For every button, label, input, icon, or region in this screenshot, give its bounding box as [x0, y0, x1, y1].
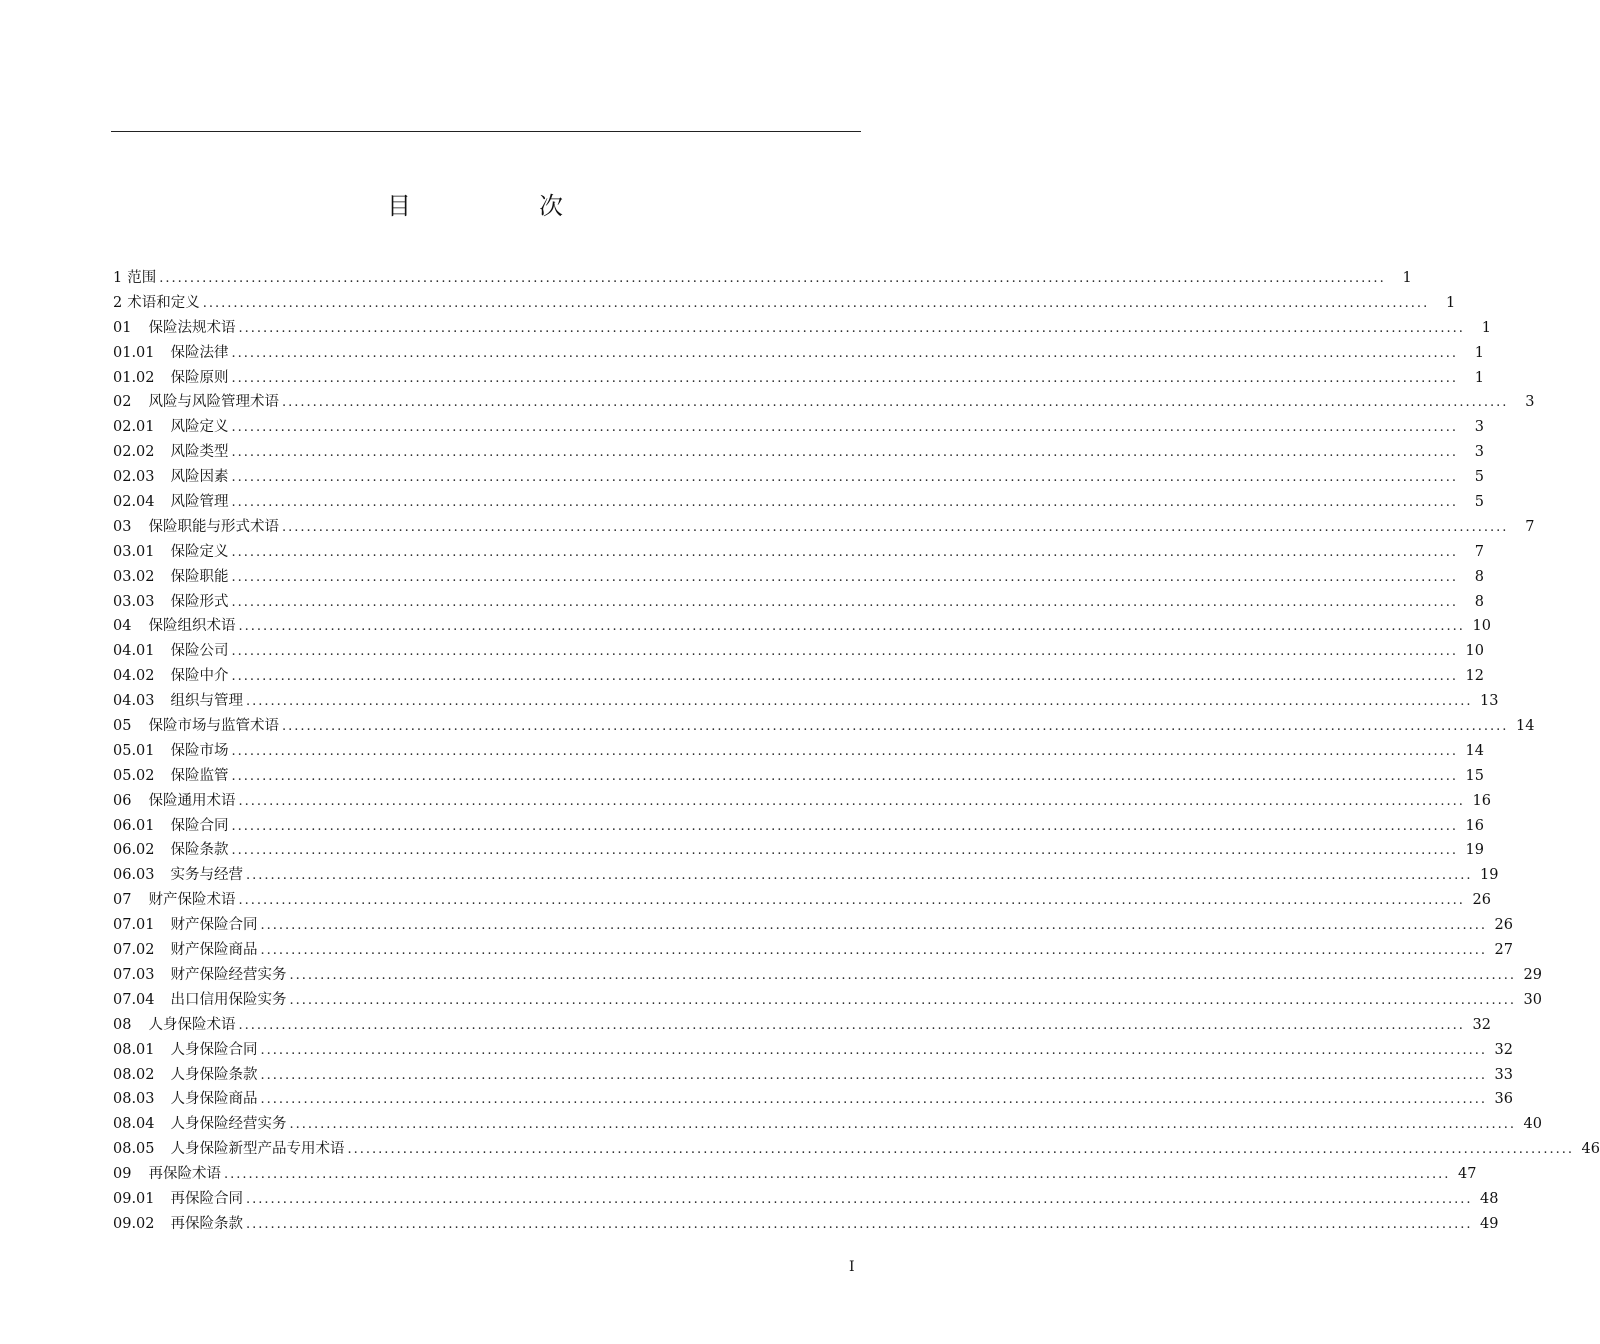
toc-dot-leader: ........................................................................................................................................................................................................ — [231, 470, 1458, 486]
toc-entry-label: 保险法规术语 — [148, 319, 236, 336]
toc-entry[interactable] — [113, 415, 1484, 440]
toc-entry-number: 03.02 — [113, 568, 155, 585]
toc-entry-number: 03.01 — [113, 543, 155, 560]
toc-entry-label: 财产保险术语 — [148, 892, 236, 909]
toc-entry-page: 15 — [1465, 767, 1484, 784]
toc-dot-leader: ........................................................................................................................................................................................................ — [281, 395, 1509, 411]
toc-entry[interactable] — [113, 814, 1484, 839]
toc-entry-number: 04.02 — [113, 668, 155, 685]
toc-entry-page: 3 — [1474, 444, 1484, 461]
toc-entry-label: 保险职能与形式术语 — [148, 518, 279, 535]
toc-entry-label: 保险公司 — [170, 643, 229, 660]
toc-dot-leader: ........................................................................................................................................................................................................ — [238, 1017, 1465, 1033]
toc-entry[interactable] — [113, 639, 1484, 664]
toc-entry[interactable] — [113, 1162, 1477, 1187]
toc-entry[interactable] — [113, 565, 1484, 590]
toc-entry[interactable] — [113, 863, 1499, 888]
toc-entry-page: 26 — [1472, 892, 1491, 909]
toc-dot-leader: ........................................................................................................................................................................................................ — [246, 1216, 1473, 1232]
toc-entry[interactable] — [113, 714, 1535, 739]
toc-entry-page: 1 — [1402, 270, 1412, 286]
toc-dot-leader: ........................................................................................................................................................................................................ — [231, 594, 1458, 610]
toc-entry[interactable] — [113, 540, 1484, 565]
toc-dot-leader: ........................................................................................................................................................................................................ — [231, 569, 1458, 585]
toc-dot-leader: ........................................................................................................................................................................................................ — [347, 1142, 1574, 1158]
toc-entry[interactable] — [113, 888, 1491, 913]
toc-entry-number: 08.04 — [113, 1116, 155, 1133]
toc-dot-leader: ........................................................................................................................................................................................................ — [238, 793, 1465, 809]
toc-entry-number: 07.03 — [113, 966, 155, 983]
toc-dot-leader: ........................................................................................................................................................................................................ — [231, 743, 1458, 759]
toc-entry[interactable] — [113, 913, 1513, 938]
toc-entry-label: 人身保险经营实务 — [170, 1116, 287, 1133]
toc-entry-number: 02.02 — [113, 444, 155, 461]
toc-entry[interactable] — [113, 988, 1542, 1013]
toc-entry-page: 5 — [1474, 494, 1484, 511]
toc-dot-leader: ........................................................................................................................................................................................................ — [246, 1191, 1473, 1207]
toc-entry[interactable] — [113, 789, 1491, 814]
toc-entry-number: 02.03 — [113, 469, 155, 486]
toc-entry[interactable] — [113, 739, 1484, 764]
toc-entry-label: 人身保险合同 — [170, 1041, 258, 1058]
toc-entry-number: 01.02 — [113, 369, 155, 386]
toc-entry-page: 14 — [1465, 742, 1484, 759]
toc-entry-label: 人身保险商品 — [170, 1091, 258, 1108]
toc-dot-leader: ........................................................................................................................................................................................................ — [202, 295, 1430, 311]
toc-entry-label: 财产保险经营实务 — [170, 966, 287, 983]
toc-dot-leader: ........................................................................................................................................................................................................ — [238, 893, 1465, 909]
toc-dot-leader: ........................................................................................................................................................................................................ — [231, 768, 1458, 784]
toc-dot-leader: ........................................................................................................................................................................................................ — [289, 992, 1516, 1008]
toc-entry-number: 07 — [113, 892, 132, 909]
toc-dot-leader: ........................................................................................................................................................................................................ — [223, 1167, 1451, 1183]
toc-dot-leader: ........................................................................................................................................................................................................ — [231, 644, 1458, 660]
toc-entry-label: 实务与经营 — [170, 867, 244, 884]
toc-entry[interactable] — [113, 1038, 1513, 1063]
toc-dot-leader: ........................................................................................................................................................................................................ — [246, 694, 1473, 710]
toc-entry-page: 33 — [1494, 1066, 1513, 1083]
toc-entry-label: 再保险合同 — [170, 1190, 244, 1207]
toc-entry[interactable] — [113, 1137, 1600, 1162]
toc-dot-leader: ........................................................................................................................................................................................................ — [231, 370, 1458, 386]
toc-dot-leader: ........................................................................................................................................................................................................ — [260, 918, 1487, 934]
toc-entry-number: 05 — [113, 718, 132, 735]
toc-entry-label: 人身保险条款 — [170, 1066, 258, 1083]
toc-entry-page: 3 — [1525, 394, 1535, 411]
toc-dot-leader: ........................................................................................................................................................................................................ — [231, 843, 1458, 859]
toc-entry-page: 47 — [1457, 1166, 1477, 1183]
toc-entry-number: 05.02 — [113, 767, 155, 784]
toc-entry[interactable] — [113, 316, 1491, 341]
toc-entry-label: 保险定义 — [170, 543, 229, 560]
toc-dot-leader: ........................................................................................................................................................................................................ — [281, 719, 1509, 735]
toc-entry-label: 保险中介 — [170, 668, 229, 685]
toc-entry-label: 财产保险合同 — [170, 917, 258, 934]
toc-entry-number: 02 — [113, 394, 132, 411]
toc-entry-number: 08.02 — [113, 1066, 155, 1083]
toc-entry[interactable] — [113, 963, 1542, 988]
toc-entry-page: 8 — [1474, 593, 1484, 610]
toc-entry-number: 09.02 — [113, 1215, 155, 1232]
toc-dot-leader: ........................................................................................................................................................................................................ — [238, 619, 1465, 635]
toc-entry-page: 26 — [1494, 917, 1513, 934]
toc-entry-page: 46 — [1581, 1141, 1600, 1158]
toc-entry[interactable] — [113, 390, 1535, 415]
toc-entry-page: 3 — [1474, 419, 1484, 436]
toc-entry[interactable] — [113, 1087, 1513, 1112]
toc-entry[interactable] — [113, 341, 1484, 366]
toc-entry[interactable] — [113, 590, 1484, 615]
toc-entry-number: 02.01 — [113, 419, 155, 436]
toc-entry[interactable] — [113, 291, 1456, 316]
toc-entry-number: 08.03 — [113, 1091, 155, 1108]
toc-entry-page: 14 — [1515, 718, 1535, 735]
toc-entry-number: 01.01 — [113, 344, 155, 361]
toc-entry-page: 19 — [1465, 842, 1484, 859]
toc-entry[interactable] — [113, 1212, 1499, 1237]
toc-entry-number: 09.01 — [113, 1190, 155, 1207]
toc-dot-leader: ........................................................................................................................................................................................................ — [238, 320, 1465, 336]
toc-entry[interactable] — [113, 1187, 1499, 1212]
toc-entry-page: 32 — [1494, 1041, 1513, 1058]
toc-entry[interactable] — [113, 1013, 1491, 1038]
toc-entry-number: 08 — [113, 1016, 132, 1033]
toc-entry-label: 保险形式 — [170, 593, 229, 610]
toc-dot-leader: ........................................................................................................................................................................................................ — [231, 420, 1458, 436]
toc-entry-number: 07.02 — [113, 942, 155, 959]
toc-entry[interactable] — [113, 266, 1412, 291]
toc-entry[interactable] — [113, 838, 1484, 863]
toc-entry[interactable] — [113, 764, 1484, 789]
toc-entry-label: 再保险条款 — [170, 1215, 244, 1232]
toc-dot-leader: ........................................................................................................................................................................................................ — [231, 345, 1458, 361]
toc-entry-number: 07.01 — [113, 917, 155, 934]
toc-dot-leader: ........................................................................................................................................................................................................ — [260, 1067, 1487, 1083]
toc-entry-page: 40 — [1523, 1116, 1542, 1133]
toc-entry-number: 08.05 — [113, 1141, 155, 1158]
toc-entry-label: 范围 — [127, 270, 157, 286]
toc-entry-number: 1 — [113, 270, 123, 286]
toc-entry-number: 03.03 — [113, 593, 155, 610]
toc-entry-page: 16 — [1472, 792, 1491, 809]
toc-entry-label: 风险类型 — [170, 444, 229, 461]
toc-entry-number: 2 — [113, 294, 123, 311]
toc-entry[interactable] — [113, 1112, 1542, 1137]
toc-dot-leader: ........................................................................................................................................................................................................ — [231, 669, 1458, 685]
toc-entry-label: 人身保险新型产品专用术语 — [170, 1141, 345, 1158]
toc-entry-number: 04.03 — [113, 693, 155, 710]
toc-entry-page: 8 — [1474, 568, 1484, 585]
toc-entry[interactable] — [113, 366, 1484, 391]
toc-dot-leader: ........................................................................................................................................................................................................ — [231, 445, 1458, 461]
toc-entry-label: 保险市场与监管术语 — [148, 718, 279, 735]
toc-entry[interactable] — [113, 689, 1499, 714]
toc-dot-leader: ........................................................................................................................................................................................................ — [231, 818, 1458, 834]
toc-entry-number: 04 — [113, 618, 132, 635]
toc-entry-page: 1 — [1474, 369, 1484, 386]
toc-entry-label: 财产保险商品 — [170, 942, 258, 959]
toc-entry-label: 保险监管 — [170, 767, 229, 784]
footer-page-number: I — [849, 1259, 855, 1275]
toc-dot-leader: ........................................................................................................................................................................................................ — [260, 943, 1487, 959]
toc-entry-label: 风险管理 — [170, 494, 229, 511]
toc-dot-leader: ........................................................................................................................................................................................................ — [231, 495, 1458, 511]
toc-entry-number: 06 — [113, 792, 132, 809]
toc-entry-page: 48 — [1480, 1190, 1499, 1207]
toc-entry-page: 5 — [1474, 469, 1484, 486]
toc-entry[interactable] — [113, 440, 1484, 465]
toc-entry-label: 保险法律 — [170, 344, 229, 361]
toc-title: 目 次 — [387, 192, 615, 220]
toc-dot-leader: ........................................................................................................................................................................................................ — [159, 271, 1386, 286]
toc-entry-label: 保险职能 — [170, 568, 229, 585]
toc-entry-label: 风险定义 — [170, 419, 229, 436]
toc-entry-number: 03 — [113, 518, 132, 535]
toc-entry-label: 保险通用术语 — [148, 792, 236, 809]
toc-entry-number: 06.02 — [113, 842, 155, 859]
toc-entry-page: 12 — [1465, 668, 1484, 685]
toc-dot-leader: ........................................................................................................................................................................................................ — [289, 1117, 1516, 1133]
toc-entry-page: 19 — [1480, 867, 1499, 884]
toc-entry-number: 04.01 — [113, 643, 155, 660]
toc-entry-label: 保险组织术语 — [148, 618, 236, 635]
toc-entry[interactable] — [113, 614, 1491, 639]
toc-entry-page: 1 — [1474, 344, 1484, 361]
toc-entry-label: 术语和定义 — [127, 294, 200, 311]
toc-entry-page: 27 — [1494, 942, 1513, 959]
toc-dot-leader: ........................................................................................................................................................................................................ — [289, 967, 1516, 983]
toc-entry-label: 风险与风险管理术语 — [148, 394, 279, 411]
toc-entry-number: 06.01 — [113, 817, 155, 834]
toc-entry-number: 07.04 — [113, 991, 155, 1008]
toc-entry-label: 保险原则 — [170, 369, 229, 386]
toc-entry-page: 10 — [1472, 618, 1491, 635]
toc-entry-page: 7 — [1525, 518, 1535, 535]
toc-entry-number: 09 — [113, 1166, 132, 1183]
toc-entry-page: 49 — [1480, 1215, 1499, 1232]
table-of-contents — [113, 266, 1600, 1237]
toc-dot-leader: ........................................................................................................................................................................................................ — [246, 868, 1473, 884]
toc-entry-label: 保险市场 — [170, 742, 229, 759]
toc-entry-page: 16 — [1465, 817, 1484, 834]
toc-entry-page: 30 — [1523, 991, 1542, 1008]
toc-dot-leader: ........................................................................................................................................................................................................ — [281, 519, 1509, 535]
toc-entry-label: 出口信用保险实务 — [170, 991, 287, 1008]
toc-entry[interactable] — [113, 1063, 1513, 1088]
toc-entry[interactable] — [113, 490, 1484, 515]
toc-entry[interactable] — [113, 465, 1484, 490]
toc-entry-number: 01 — [113, 319, 132, 336]
toc-entry-number: 06.03 — [113, 867, 155, 884]
toc-entry-number: 02.04 — [113, 494, 155, 511]
toc-entry-label: 保险条款 — [170, 842, 229, 859]
toc-dot-leader: ........................................................................................................................................................................................................ — [260, 1092, 1487, 1108]
header-rule — [111, 131, 861, 132]
toc-entry-page: 10 — [1465, 643, 1484, 660]
toc-entry-number: 05.01 — [113, 742, 155, 759]
toc-entry-page: 1 — [1481, 319, 1491, 336]
toc-entry-page: 36 — [1494, 1091, 1513, 1108]
toc-dot-leader: ........................................................................................................................................................................................................ — [231, 544, 1458, 560]
toc-entry-label: 再保险术语 — [148, 1166, 221, 1183]
toc-entry-label: 人身保险术语 — [148, 1016, 236, 1033]
toc-entry-label: 风险因素 — [170, 469, 229, 486]
toc-entry-page: 1 — [1445, 294, 1456, 311]
toc-entry-page: 32 — [1472, 1016, 1491, 1033]
toc-entry-page: 29 — [1523, 966, 1542, 983]
toc-entry[interactable] — [113, 938, 1513, 963]
toc-entry-label: 组织与管理 — [170, 693, 244, 710]
toc-entry[interactable] — [113, 515, 1535, 540]
toc-entry-number: 08.01 — [113, 1041, 155, 1058]
toc-dot-leader: ........................................................................................................................................................................................................ — [260, 1042, 1487, 1058]
toc-entry-label: 保险合同 — [170, 817, 229, 834]
toc-entry-page: 7 — [1474, 543, 1484, 560]
toc-entry[interactable] — [113, 664, 1484, 689]
toc-entry-page: 13 — [1480, 693, 1499, 710]
